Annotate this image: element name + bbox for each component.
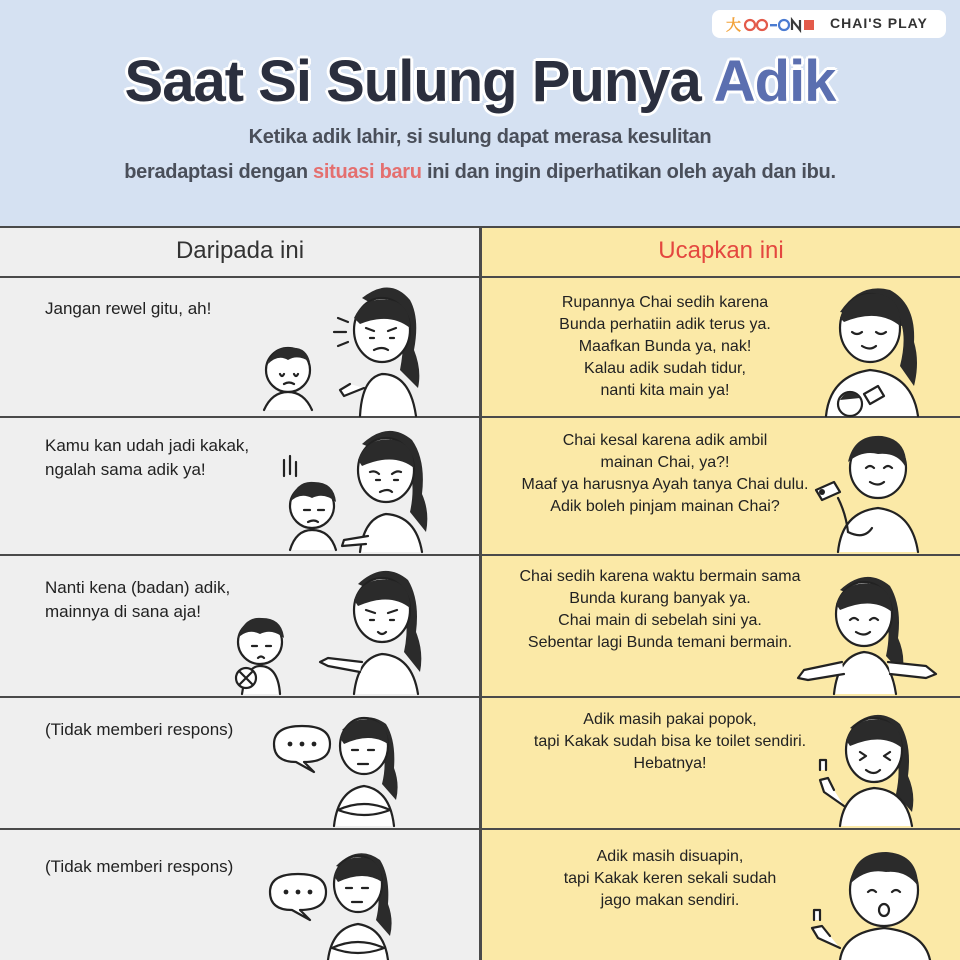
row-4-left-text bbox=[45, 718, 233, 742]
subtitle-highlight: situasi baru bbox=[313, 161, 422, 183]
welcoming-mother-illustration bbox=[790, 566, 940, 694]
brand-badge bbox=[712, 10, 946, 38]
subtitle-line-2-after: ini dan ingin diperhatikan oleh ayah dan ibu. bbox=[426, 161, 836, 183]
parent-with-toy-illustration bbox=[808, 428, 928, 552]
caring-mother-illustration bbox=[820, 282, 930, 416]
page-title bbox=[0, 48, 960, 115]
row-2-left-text bbox=[45, 434, 249, 482]
text-line: (Tidak memberi respons) bbox=[45, 857, 234, 876]
text-line: Bunda kurang banyak ya. bbox=[569, 590, 751, 607]
scolding-mother-illustration bbox=[250, 278, 430, 416]
text-line: Rupannya Chai sedih karena bbox=[561, 294, 769, 311]
text-line: Chai kesal karena adik ambil bbox=[562, 432, 768, 449]
text-line: Maafkan Bunda ya, nak! bbox=[578, 338, 752, 355]
excited-father-illustration bbox=[800, 844, 940, 960]
text-line: Nanti kena (badan) adik, bbox=[45, 578, 231, 597]
row-2-right-text bbox=[490, 430, 840, 518]
column-divider bbox=[479, 226, 482, 960]
text-line: Sebentar lagi Bunda temani bermain. bbox=[527, 634, 793, 651]
text-line: (Tidak memberi respons) bbox=[45, 720, 234, 739]
text-line: Kalau adik sudah tidur, bbox=[584, 360, 746, 377]
text-line: Bunda perhatiin adik terus ya. bbox=[559, 316, 771, 333]
text-line: Adik masih pakai popok, bbox=[583, 711, 757, 728]
text-line: Maaf ya harusnya Ayah tanya Chai dulu. bbox=[521, 476, 809, 493]
column-header-left: Daripada ini bbox=[175, 237, 305, 264]
text-line: jago makan sendiri. bbox=[600, 892, 740, 909]
title-main: Saat Si Sulung Punya bbox=[124, 49, 701, 114]
text-line: Kamu kan udah jadi kakak, bbox=[45, 436, 250, 455]
subtitle-line-1: Ketika adik lahir, si sulung dapat merasa kesulitan bbox=[248, 126, 712, 148]
text-line: Chai main di sebelah sini ya. bbox=[558, 612, 762, 629]
row-1-right-text bbox=[500, 292, 830, 402]
text-line: tapi Kakak sudah bisa ke toilet sendiri. bbox=[533, 733, 807, 750]
svg-text:大: 大 bbox=[726, 16, 742, 34]
text-line: nanti kita main ya! bbox=[600, 382, 730, 399]
text-line: ngalah sama adik ya! bbox=[45, 460, 206, 479]
thumbs-up-mother-illustration bbox=[810, 706, 930, 826]
text-line: mainan Chai, ya?! bbox=[600, 454, 730, 471]
column-header-right: Ucapkan ini bbox=[658, 237, 784, 264]
text-line: Jangan rewel gitu, ah! bbox=[45, 299, 212, 318]
row-3-left-text bbox=[45, 576, 230, 624]
brand-logo-icon bbox=[726, 14, 816, 34]
text-line: mainnya di sana aja! bbox=[45, 602, 201, 621]
header bbox=[0, 0, 960, 226]
text-line: Adik masih disuapin, bbox=[596, 848, 744, 865]
ignoring-mother-illustration-2 bbox=[264, 840, 424, 960]
comparison-table bbox=[0, 226, 960, 960]
title-accent: Adik bbox=[713, 49, 836, 114]
row-4-right-text bbox=[510, 709, 830, 775]
ignoring-mother-illustration bbox=[268, 706, 428, 826]
text-line: Hebatnya! bbox=[633, 755, 707, 772]
pointing-mother-illustration bbox=[232, 562, 432, 694]
text-line: Chai sedih karena waktu bermain sama bbox=[519, 568, 801, 585]
subtitle-line-2-before: beradaptasi dengan bbox=[124, 161, 308, 183]
brand-name: CHAI'S PLAY bbox=[830, 15, 928, 31]
text-line: Adik boleh pinjam mainan Chai? bbox=[550, 498, 780, 515]
row-1-left-text bbox=[45, 297, 211, 321]
row-3-right-text bbox=[490, 566, 830, 654]
text-line: tapi Kakak keren sekali sudah bbox=[563, 870, 777, 887]
sighing-mother-illustration bbox=[276, 424, 446, 552]
row-5-left-text bbox=[45, 855, 233, 879]
subtitle-line-2 bbox=[0, 161, 960, 184]
row-5-right-text bbox=[500, 846, 840, 912]
